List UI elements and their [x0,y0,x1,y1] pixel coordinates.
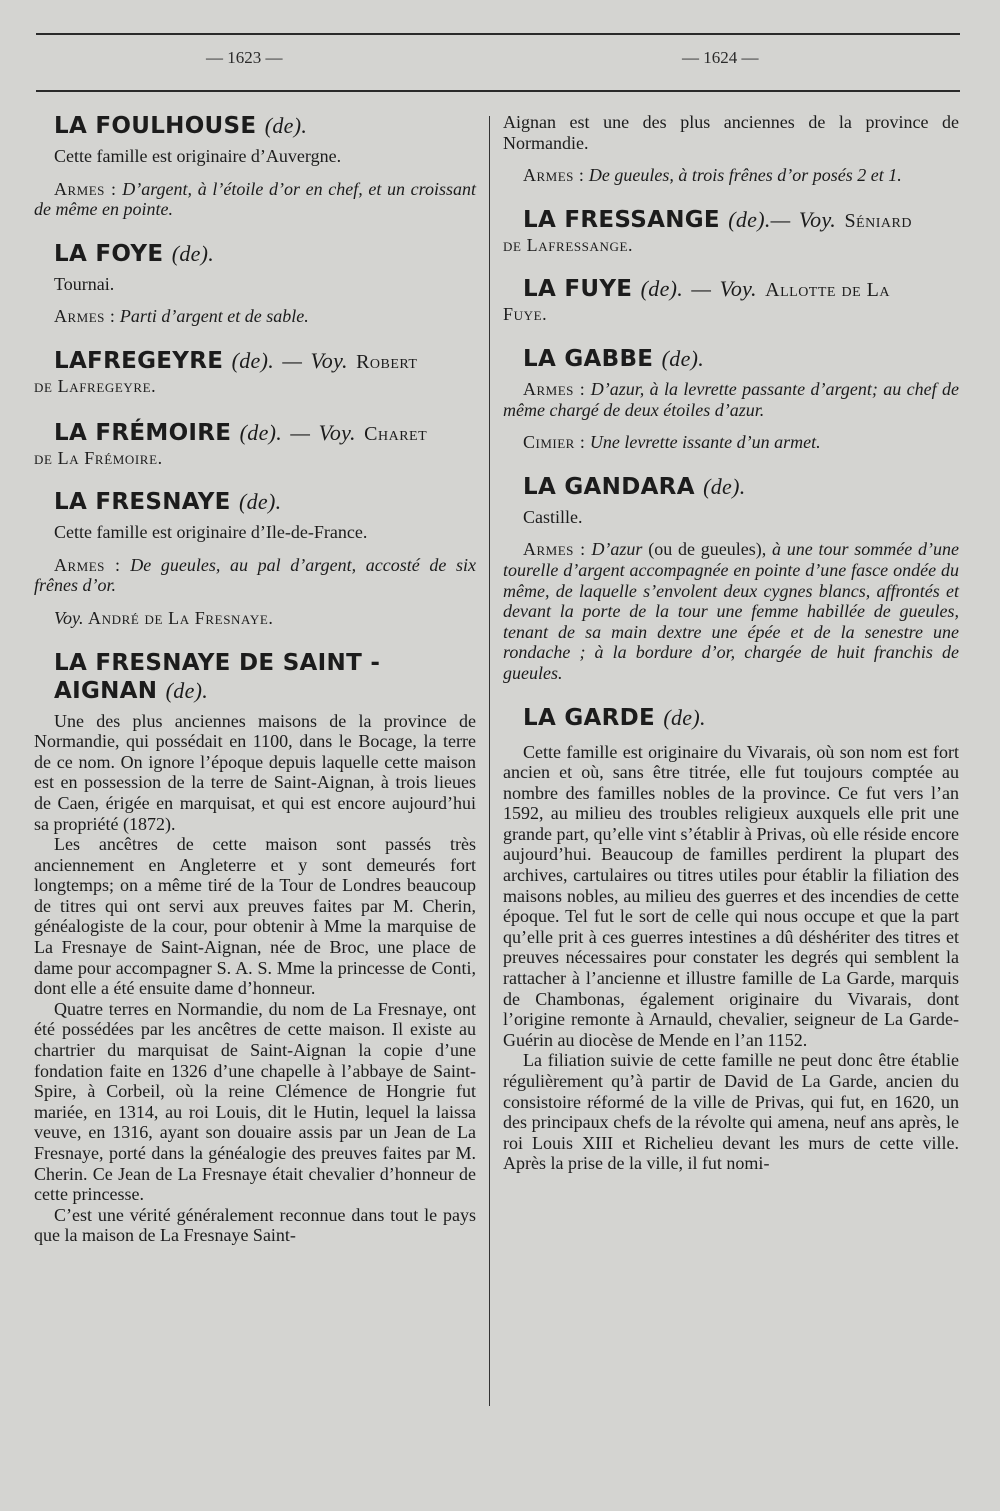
body-paragraph: Quatre terres en Normandie, du nom de La Fresnaye, ont été possédées par les ancêtres de cette maison. Il existe au chartrier du marquisat de Saint-Aignan la copie d’une fondation faite en 1326 d’une chapelle à l’abbaye de Saint-Spire, à Corbeil, où la reine Clémence de Hongrie fut mariée, en 1314, au roi Louis, dit le Hutin, lequel la laissa veuve, en 1316, ayant son douaire assis par un Jean de La Fresnaye, porté dans la généalogie des preuves faites par M. Cherin. Ce Jean de La Fresnaye était chevalier d’honneur de cette princesse. [34,998,476,1205]
right-column [503,112,959,1174]
entry-see-also: Voy. André de La Fresnaye. [54,607,274,628]
entry-title: LA FOYE (de). [54,240,215,267]
body-paragraph: Les ancêtres de cette maison sont passés très anciennement en Angleterre et y sont demeurés fort longtemps; on a même tiré de la Tour de Londres beaucoup de titres qui ont servi aux preuves faites par M. Cherin, généalogiste de la cour, pour obtenir à Mme la marquise de La Fresnaye de Saint-Aignan, née de Broc, une place de dame pour accompagner S. A. S. Mme la princesse de Conti, dont elle a été ensuite dame d’honneur. [34,834,476,999]
entry-title: LA GANDARA (de). [523,473,746,500]
body-paragraph: Cette famille est originaire du Vivarais, où son nom est fort ancien et où, sans être titrée, elle fut toujours comptée au nombre des familles nobles de la province. Ce fut vers l’an 1592, au milieu des troubles religieux auxquels elle prit une grande part, qu’elle vint s’établir à Privas, où elle réside encore aujourd’hui. Beaucoup de familles perdirent la plupart des archives, cartulaires ou titres utiles pour établir la filiation des maisons nobles, au milieu des guerres et des incendies de cette époque. Tel fut le sort de celle qui nous occupe et que la part qu’elle prit à ces guerres intestines a dû déshériter des titres et preuves nécessaires pour constater les degrés qui semblent la rattacher à l’ancienne et illustre famille de La Garde, marquis de Chambonas, également originaire du Vivarais, dont l’origine remonte à Arnauld, chevalier, seigneur de La Garde-Guérin au diocèse de Mende en l’an 1152. [503,741,959,1050]
entry-origin: Cette famille est originaire d’Ile-de-France. [54,522,368,543]
entry-title: LA GABBE (de). [523,345,705,372]
entry-cross-reference: LA FRESSANGE (de).— Voy. Séniard de Lafressange. [503,206,912,255]
column-divider [489,116,490,1406]
entry-origin: Castille. [523,506,583,527]
body-paragraph: La filiation suivie de cette famille ne peut donc être établie régulièrement qu’à partir de David de La Garde, ancien du consistoire réformé de la ville de Privas, qui fut, en 1620, un des principaux chefs de la révolte qui amena, neuf ans après, le roi Louis XIII et Richelieu devant les murs de cette ville. Après la prise de la ville, il fut nomi- [503,1050,959,1174]
entry-cross-reference: LA FRÉMOIRE (de). — Voy. Charet de La Frémoire. [34,419,428,468]
left-column [34,112,476,1246]
page-number-right: — 1624 — [682,48,759,67]
page-number-left: — 1623 — [206,48,283,67]
entry-cross-reference: LAFREGEYRE (de). — Voy. Robert de Lafregeyre. [34,347,418,396]
body-paragraph: C’est une vérité généralement reconnue dans tout le pays que la maison de La Fresnaye Saint- [34,1204,476,1246]
entry-origin: Cette famille est originaire d’Auvergne. [54,146,342,166]
entry-title: LA GARDE (de). [523,704,706,731]
entry-title: LA FOULHOUSE (de). [54,113,308,139]
entry-arms: Armes : D’azur, à la levrette passante d’argent; au chef de même chargé de deux étoiles d’azur. [503,378,960,420]
entry-cross-reference: LA FUYE (de). — Voy. Allotte de La Fuye. [503,276,890,325]
header-rule [36,90,960,92]
entry-arms: Armes : D’azur (ou de gueules), à une tour sommée d’une tourelle d’argent accompagnée en pointe d’une fasce ondée du même, de laquelle s’envolent deux cygnes blancs, affrontés et devant la porte de la tour une femme habillée de gueules, tenant de sa main dextre une épée et de la senestre une rondache ; à la bordure d’or, chargée de huit franchis de gueules. [503,539,960,683]
entry-title: LA FRESNAYE (de). [54,489,282,516]
entry-arms: Armes : D’argent, à l’étoile d’or en chef, et un croissant de même en pointe. [34,178,477,220]
body-paragraph: Une des plus anciennes maisons de la province de Normandie, qui possédait en 1100, dans le Bocage, la terre de ce nom. On ignore l’époque depuis laquelle cette maison est en possession de la terre de Saint-Aignan, à trois lieues de Caen, érigée en marquisat, et qui est encore aujourd’hui sa propriété (1872). [34,710,476,834]
top-rule [36,33,960,35]
entry-crest: Cimier : Une levrette issante d’un armet. [523,432,821,453]
entry-arms: Armes : De gueules, à trois frênes d’or posés 2 et 1. [523,165,902,186]
entry-origin: Tournai. [54,273,115,294]
entry-arms: Armes : De gueules, au pal d’argent, accosté de six frênes d’or. [34,554,477,596]
continued-text: Aignan est une des plus anciennes de la province de Normandie. [503,112,959,153]
entry-arms: Armes : Parti d’argent et de sable. [54,306,309,327]
entry-title: LA FRESNAYE DE SAINT - AIGNAN (de). [54,649,381,704]
